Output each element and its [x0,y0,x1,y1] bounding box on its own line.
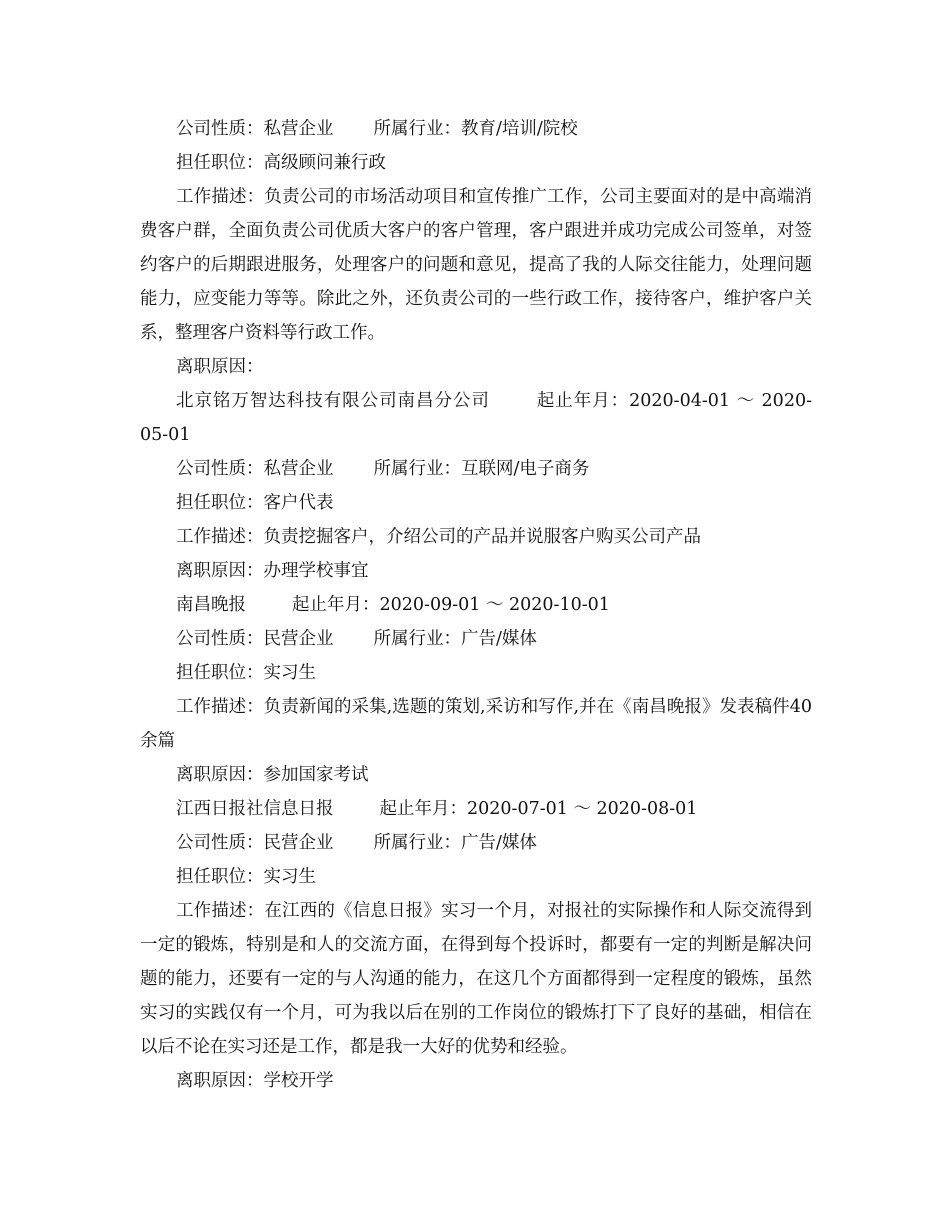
work-entry [140,792,812,1098]
description-paragraph: 工作描述：负责公司的市场活动项目和宣传推广工作，公司主要面对的是中高端消费客户群，全面负责公司优质大客户的客户管理，客户跟进并成功完成公司签单，对签约客户的后期跟进服务，处理客户的问题和意见，提高了我的人际交往能力，处理问题能力，应变能力等等。除此之外，还负责公司的一些行政工作，接待客户，维护客户关系，整理客户资料等行政工作。 [140,187,812,343]
leave-reason-row: 离职原因：参加国家考试 [176,765,369,785]
position-row: 担任职位：实习生 [176,867,316,887]
industry-value: 互联网/电子商务 [461,459,590,479]
position-value: 实习生 [263,867,316,887]
company-nature-value: 民营企业 [263,833,334,853]
company-period-row: 南昌晚报 起止年月：2020-09-01 ～ 2020-10-01 [176,595,610,615]
position-row: 担任职位：客户代表 [176,493,334,513]
position-value: 客户代表 [263,493,334,513]
company-nature-value: 私营企业 [263,459,334,479]
work-entry [140,112,812,384]
position-value: 高级顾问兼行政 [263,153,386,173]
industry-value: 广告/媒体 [461,629,537,649]
description-paragraph: 工作描述：负责挖掘客户，介绍公司的产品并说服客户购买公司产品 [176,527,701,547]
position-value: 实习生 [263,663,316,683]
industry-value: 广告/媒体 [461,833,537,853]
work-entry [140,588,812,792]
company-name: 江西日报社信息日报 [176,799,334,819]
position-row: 担任职位：高级顾问兼行政 [176,153,386,173]
description-text: 在江西的《信息日报》实习一个月，对报社的实际操作和人际交流得到一定的锻炼，特别是和人的交流方面，在得到每个投诉时，都要有一定的判断是解决问题的能力，还要有一定的与人沟通的能力，在这几个方面都得到一定程度的锻炼，虽然实习的实践仅有一个月，可为我以后在别的工作岗位的锻炼打下了良好的基础，相信在以后不论在实习还是工作，都是我一大好的优势和经验。 [140,901,812,1057]
period-value: 2020-09-01 ～ 2020-10-01 [379,595,610,615]
leave-reason-row: 离职原因：办理学校事宜 [176,561,369,581]
company-name: 北京铭万智达科技有限公司南昌分公司 [176,391,490,411]
industry-value: 教育/培训/院校 [461,119,578,139]
resume-page [140,112,812,1098]
company-period-row: 北京铭万智达科技有限公司南昌分公司 起止年月：2020-04-01 ～ 2020-05-01 [140,391,813,445]
company-nature-row: 公司性质：民营企业 所属行业：广告/媒体 [176,629,537,649]
description-text: 负责新闻的采集,选题的策划,采访和写作,并在《南昌晚报》发表稿件40余篇 [140,697,812,751]
leave-reason-row: 离职原因： [176,357,264,377]
description-paragraph: 工作描述：负责新闻的采集,选题的策划,采访和写作,并在《南昌晚报》发表稿件40余篇 [140,697,812,751]
leave-reason-value: 学校开学 [263,1071,334,1091]
description-text: 负责公司的市场活动项目和宣传推广工作，公司主要面对的是中高端消费客户群，全面负责公司优质大客户的客户管理，客户跟进并成功完成公司签单，对签约客户的后期跟进服务，处理客户的问题和意见，提高了我的人际交往能力，处理问题能力，应变能力等等。除此之外，还负责公司的一些行政工作，接待客户，维护客户关系，整理客户资料等行政工作。 [140,187,812,343]
period-value: 2020-07-01 ～ 2020-08-01 [467,799,698,819]
leave-reason-value: 办理学校事宜 [263,561,369,581]
company-period-row: 江西日报社信息日报 起止年月：2020-07-01 ～ 2020-08-01 [176,799,698,819]
description-paragraph: 工作描述：在江西的《信息日报》实习一个月，对报社的实际操作和人际交流得到一定的锻炼，特别是和人的交流方面，在得到每个投诉时，都要有一定的判断是解决问题的能力，还要有一定的与人沟通的能力，在这几个方面都得到一定程度的锻炼，虽然实习的实践仅有一个月，可为我以后在别的工作岗位的锻炼打下了良好的基础，相信在以后不论在实习还是工作，都是我一大好的优势和经验。 [140,901,812,1057]
company-nature-row: 公司性质：民营企业 所属行业：广告/媒体 [176,833,537,853]
company-nature-value: 私营企业 [263,119,334,139]
leave-reason-row: 离职原因：学校开学 [176,1071,334,1091]
period-value: 2020-04-01 ～ 2020-05-01 [140,391,813,445]
company-name: 南昌晚报 [176,595,246,615]
description-text: 负责挖掘客户，介绍公司的产品并说服客户购买公司产品 [263,527,701,547]
company-nature-value: 民营企业 [263,629,334,649]
leave-reason-value: 参加国家考试 [263,765,369,785]
work-entry [140,384,812,588]
company-nature-row: 公司性质：私营企业 所属行业：互联网/电子商务 [176,459,590,479]
position-row: 担任职位：实习生 [176,663,316,683]
company-nature-row: 公司性质：私营企业 所属行业：教育/培训/院校 [176,119,578,139]
